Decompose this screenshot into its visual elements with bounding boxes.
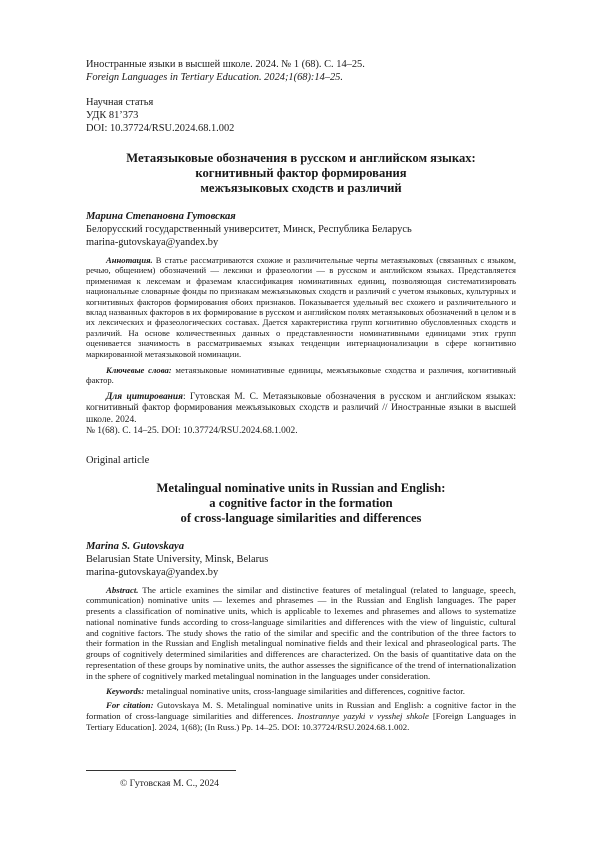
title-ru bbox=[86, 151, 516, 196]
doi: DOI: 10.37724/RSU.2024.68.1.002 bbox=[86, 123, 235, 134]
keywords-en bbox=[86, 686, 516, 697]
title-en-line: Metalingual nominative units in Russian and English: bbox=[156, 480, 446, 495]
citation-ru-text: : Гутовская М. С. Метаязыковые обозначения в русском и английском языках: когнитивный фактор формирования межъязыковых сходств и различий // Иностранные языки в высшей школе. 2024. bbox=[86, 391, 517, 425]
citation-en-label: For citation: bbox=[106, 700, 154, 711]
keywords-en-text: metalingual nominative units, cross-language similarities and differences, cognitive factor. bbox=[144, 685, 465, 696]
abstract-en-label: Abstract. bbox=[106, 584, 139, 595]
udk-code: УДК 81’373 bbox=[86, 110, 139, 121]
abstract-en bbox=[86, 585, 516, 682]
title-ru-line: Метаязыковые обозначения в русском и английском языках: bbox=[126, 151, 476, 165]
keywords-ru bbox=[86, 365, 516, 386]
abstract-en-text: The article examines the similar and distinctive features of metalingual (related to language, speech, communication) nominative units — lexemes and phrasemes — in the Russian and English languages. The paper presents a classification of nominative units, which is applicable to lexemes and phrasemes and allows to systematize national nominative funds according to cross-language similarities and differences with the view of linguistic, cultural and cognitive factors. The study shows the ratio of the similar and specific and the contribution of the three factors to their formation in the Russian and English metalingual nominative fields and their lexical and phraseological parts. The groups of cognitively determined similarities and differences are characterized. On the basis of quantitative data on the representation of these groups by nominative units, the author assesses the significance of the trend of internationalization in the sphere of cognitively marked metalingual nomination in the languages under consideration. bbox=[86, 584, 516, 681]
email-en: marina-gutovskaya@yandex.by bbox=[86, 566, 219, 578]
title-en bbox=[86, 481, 516, 526]
footnote-divider bbox=[86, 770, 236, 771]
affiliation-en: Belarusian State University, Minsk, Belarus bbox=[86, 553, 269, 565]
abstract-ru-text: В статье рассматриваются схожие и различительные черты метаязыковых (связанных с языком, речью, общением) обозначений — лексики и фразеологии — в русском и английском языках. Представляется применимая к лексемам и фраземам классификация номинативных единиц, позволяющая систематизировать национальные словарные фонды по признакам межъязыковых сходств и различий с учетом языковых, культурных и когнитивных факторов формирования обоих признаков. Показывается удельный вес схожего и различительного и вклад названных факторов в их формирование в русском и английском полях метаязыковых обозначений в целом и в их лексических и фразеологических составах. Дается характеристика групп когнитивно обусловленных сходств и различий. На основе количественных данных о представленности номинативными единицами этих групп оценивается значимость в рассматриваемых языках тенденции интернационализации в сфере когнитивно маркированной метаязыковой номинации. bbox=[86, 255, 516, 359]
journal-citation-en: Foreign Languages in Tertiary Education. 2024;1(68):14–25. bbox=[86, 72, 343, 83]
title-ru-line: межъязыковых сходств и различий bbox=[200, 181, 402, 195]
title-en-line: of cross-language similarities and differences bbox=[180, 510, 422, 525]
title-en-line: a cognitive factor in the formation bbox=[209, 495, 393, 510]
article-type-ru: Научная статья bbox=[86, 97, 154, 108]
email-ru: marina-gutovskaya@yandex.by bbox=[86, 237, 219, 248]
citation-ru-label: Для цитирования bbox=[106, 391, 183, 402]
journal-header bbox=[86, 58, 516, 84]
citation-en-text-2: [Foreign Languages in Tertiary Education]. 2024, 1(68); (In Russ.) Pp. 14–25. DOI: 10.37724/RSU.2024.68.1.002. bbox=[86, 711, 516, 733]
author-ru: Марина Степановна Гутовская bbox=[86, 211, 236, 222]
abstract-ru-label: Аннотация. bbox=[106, 255, 153, 265]
article-meta bbox=[86, 96, 516, 135]
citation-ru bbox=[86, 392, 516, 438]
keywords-ru-label: Ключевые слова: bbox=[106, 365, 172, 376]
title-ru-line: когнитивный фактор формирования bbox=[195, 166, 407, 180]
citation-ru-tail: № 1(68). С. 14–25. DOI: 10.37724/RSU.2024.68.1.002. bbox=[86, 426, 298, 437]
author-en: Marina S. Gutovskaya bbox=[86, 540, 185, 552]
citation-en bbox=[86, 700, 516, 732]
copyright-note: © Гутовская М. С., 2024 bbox=[120, 778, 219, 789]
keywords-en-label: Keywords: bbox=[106, 685, 145, 696]
affiliation-ru: Белорусский государственный университет, Минск, Республика Беларусь bbox=[86, 224, 412, 235]
abstract-ru bbox=[86, 255, 516, 359]
article-first-page bbox=[86, 58, 516, 733]
citation-en-text-1: Gutovskaya M. S. Metalingual nominative units in Russian and English: a cognitive factor in the formation of cross-language similarities and differences. bbox=[86, 700, 516, 722]
keywords-ru-text: метаязыковые номинативные единицы, межъязыковые сходства и различия, когнитивный фактор. bbox=[86, 365, 516, 386]
article-type-en: Original article bbox=[86, 454, 150, 466]
journal-citation-ru: Иностранные языки в высшей школе. 2024. № 1 (68). С. 14–25. bbox=[86, 59, 365, 70]
citation-en-journal: Inostrannye yazyki v vysshej shkole bbox=[297, 711, 429, 722]
